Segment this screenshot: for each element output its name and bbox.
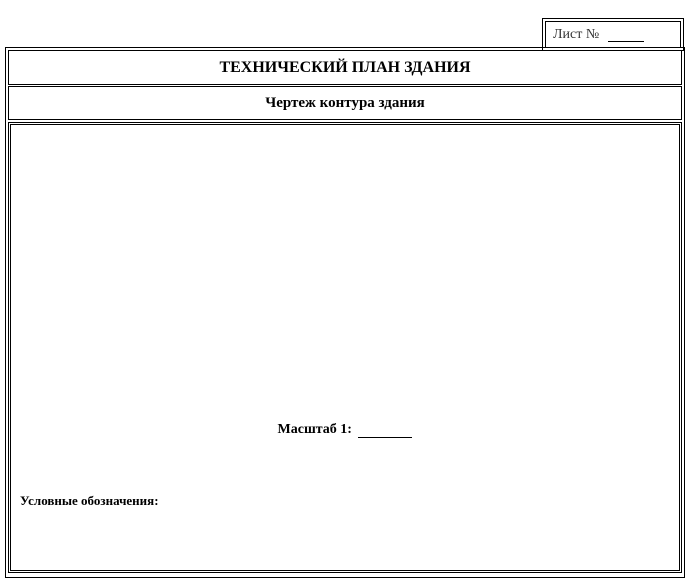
drawing-area <box>8 122 682 573</box>
scale-row <box>11 422 679 438</box>
document-title: ТЕХНИЧЕСКИЙ ПЛАН ЗДАНИЯ <box>8 50 682 85</box>
sheet-number-label: Лист № <box>553 26 600 42</box>
legend-label: Условные обозначения: <box>20 493 159 508</box>
sheet-number-box-inner <box>545 21 681 48</box>
scale-field[interactable] <box>358 423 412 438</box>
document-frame <box>5 47 685 578</box>
drawing-canvas <box>10 124 680 571</box>
sheet-number-field[interactable] <box>608 28 644 42</box>
scale-label: Масштаб 1: <box>277 422 352 437</box>
document-subtitle: Чертеж контура здания <box>8 86 682 120</box>
